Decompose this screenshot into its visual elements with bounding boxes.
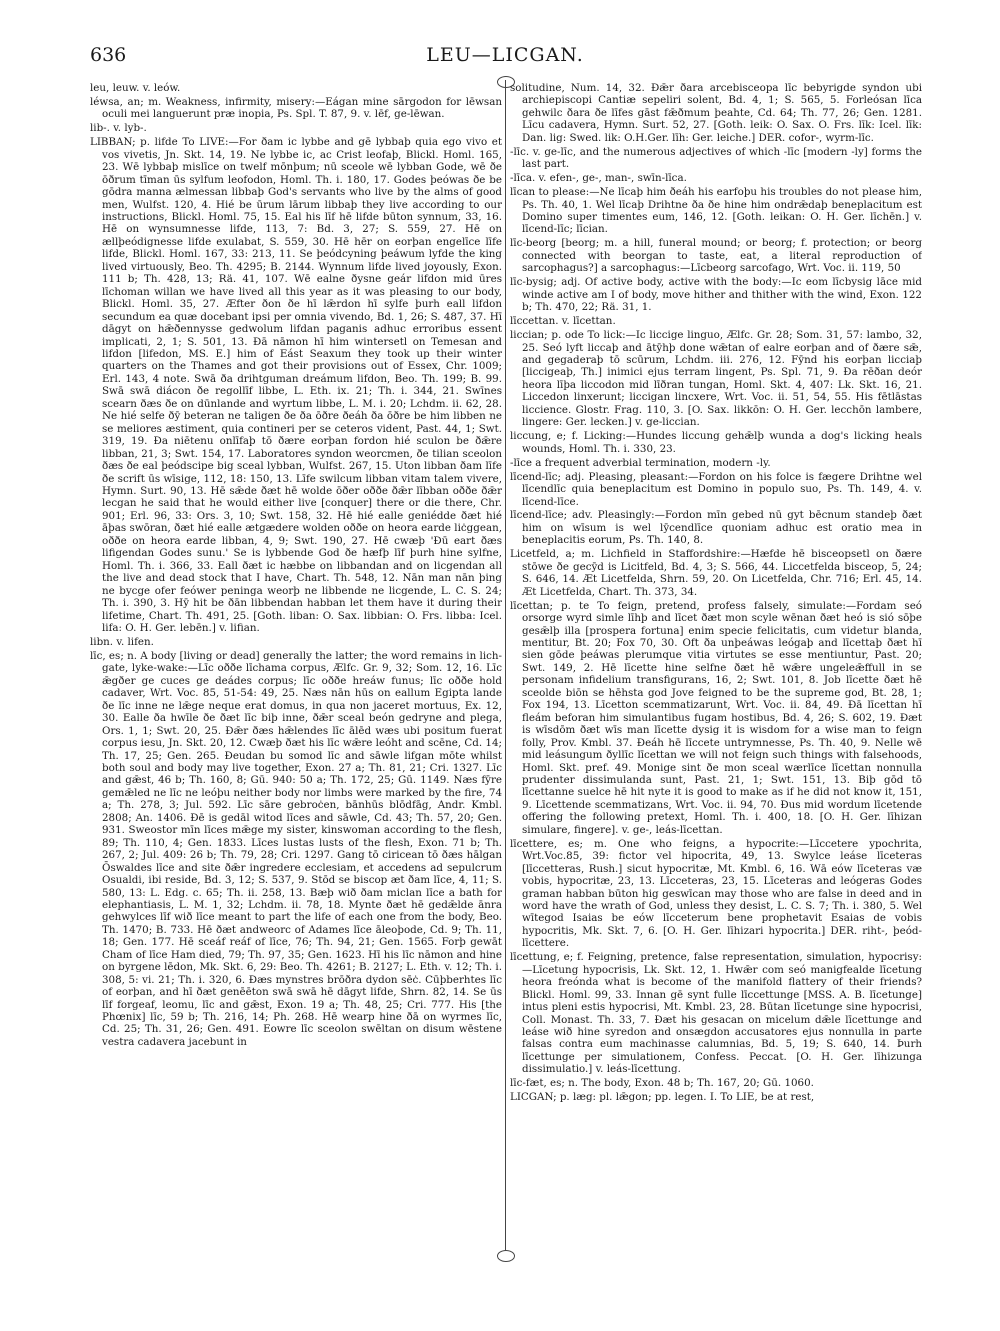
dictionary-entry: līc, es; n. A body [living or dead] generally the latter; the word remains in lich-gate, lyke-wake:—Līc oððe līchama corpus, Ælfc. Gr. 9, 32; Som. 12, 16. Līc ǣgðer ge cuces ge deádes corpus; līc oððe hreáw funus; līc oððe hold cadaver, Wrt. Voc. 85, 51-54: 49, 25. Næs nān hūs on eallum Egipta lande ðe līc inne ne lǣge neque erat domus, in qua non jaceret mortuus, Ex. 12, 30. Ealle ða hwīle ðe ðæt līc biþ inne, ðǣr sceal beón gedryne and plega, Ors. 1, 1; Swt. 20, 25. Ðǣr ðæs hǣlendes līc ālēd wæs ubi positum fuerat corpus iesu, Jn. Skt. 20, 12. Cwæþ ðæt his līc wǣre leóht and scēne, Cd. 14; Th. 17, 25; Gen. 265. Ðeudan bu somod līc and sāwle lifgan mōte whilst both soul and body may live together, Exon. 27 a; Th. 81, 21; Cri. 1327. Līc and gǣst, 46 b; Th. 160, 8; Gū. 940: 50 a; Th. 172, 25; Gū. 1149. Næs fȳre gemǣled ne līc ne leóþu neither body nor limbs were marked by the fire, 74 a; Th. 278, 3; Jul. 592. Līc sāre gebroċen, bānhūs blōdfāg, Andr. Kmbl. 2808; An. 1406. Ðē is gedāl witod līces and sāwle, Cd. 43; Th. 57, 20; Gen. 931. Sweostor mīn līces mǣge my sister, kinswoman according to the flesh, 89; Th. 110, 4; Gen. 1833. Līces lustas lusts of the flesh, Exon. 71 b; Th. 267, 2; Jul. 409: 26 b; Th. 79, 28; Cri. 1297. Gang tō ciricean tō ðæs hālgan Ōswaldes līce and site ðǣr ingredere ecclesiam, et accedens ad sepulcrum Osualdi, ibi reside, Bd. 3, 12; S. 537, 9. Stōd se biscop æt ðam līce, 4, 11; S. 580, 13: L. Edg. c. 65; Th. ii. 258, 13. Bæþ wið ðam miclan līce a bath for elephantiasis, L. M. 1, 32; Lchdm. ii. 78, 18. Mynte ðæt hē gedǣlde ānra gehwylces līf wið līce meant to part the life of each one from the body, Beo. Th. 1470; B. 733. Hē ðæt andweorc of Adames līce āleoþode, Cd. 9; Th. 11, 18; Gen. 177. Hē sceáf reáf of līce, 76; Th. 94, 21; Gen. 1565. Forþ gewāt Cham of līce Ham died, 79; Th. 97, 35; Gen. 1623. Hī his līc nāmon and hine on byrgene lēdon, Mk. Skt. 6, 29: Beo. Th. 4261; B. 2127; L. Eth. v. 12; Th. i. 308, 5: vi. 21; Th. i. 320, 6. Ðæs mynstres brōðra dydon sēċ. Cūþberhtes līc of eorþan, and hī ðæt genēēton swā swā hē dāgyt lifde, Shrn. 82, 14. Se ūs līf forgeaf, leomu, līc and gǣst, Exon. 19 a; Th. 48, 25; Cri. 777. His [the Phœnix] līc, 59 b; Th. 216, 14; Ph. 268. Hē wearp hine ðā on wyrmes līc, Cd. 25; Th. 31, 26; Gen. 491. Eowre līc sceolon swēltan on disum wēstene vestra cadavera jacebunt in (90, 649, 502, 1048)
left-column (90, 82, 502, 1322)
dictionary-entry: -līc. v. ge-līc, and the numerous adjectives of which -līc [modern -ly] forms the last part. (510, 145, 922, 171)
column-divider (505, 80, 506, 1252)
dictionary-entry: līc-bysig; adj. Of active body, active with the body:—Ic eom līcbysig lāce mid winde active am I of body, move hither and thither with the wind, Exon. 122 b; Th. 470, 22; Rä. 31, 1. (510, 276, 922, 314)
dictionary-entry: līcettan; p. te To feign, pretend, profess falsely, simulate:—Fordam seó orsorge wyrd simle līhþ and līcet ðæt mon scyle wēnan ðæt heó is sió sōþe gesǣlþ illa [prospera fortuna] enim specie felicitatis, cum videtur blanda, mentitur, Bt. 20; Fox 70, 30. Oft ða unþeáwas leógaþ and līcettaþ ðæt hī sien gōde þeáwas plerumque vitia virtutes se esse mentiuntur, Past. 20; Swt. 149, 2. Hē līcette hine selfne ðæt hē wǣre ungeleǣffull in se personam infidelium transfigurans, 16, 2; Swt. 101, 8. Job līcette ðæt hē sceolde biōn se hēhsta god Jove feigned to be the supreme god, Bt. 28, 1; Fox 194, 13. Līcetton scemmatizarunt, Wrt. Voc. ii. 84, 49. Ðā līcettan hī fleám beforan him simulantibus fugam hostibus, Bd. 4, 26; S. 602, 19. Ðæt is wīsdōm ðæt wīs man līcette dysig it is wisdom for a wise man to feign folly, Prov. Kmbl. 37. Ðeáh hē līccete untrymnesse, Ps. Th. 40, 9. Nelle wē mid leásungum ðyllīc līcettan we will not feign such things with falsehoods, Homl. Skt. pref. 49. Monige sint ðe mon sceal wærlīce līcettan nonnulla prudenter dissimulanda sunt, Past. 21, 1; Swt. 151, 13. Biþ gōd tō līcettanne suelce hē hit nyte it is good to make as if he did not know it, 151, 9. Līcettende scemmatizans, Wrt. Voc. ii. 94, 70. Ðus mid wordum līcetende offering the following pretext, Homl. Th. i. 400, 18. [O. H. Ger. līhizan simulare, fingere]. v. ge-, leás-līcettan. (510, 599, 922, 836)
dictionary-entry: liccung, e; f. Licking:—Hundes liccung gehǣlþ wunda a dog's licking heals wounds, Homl. Th. i. 330, 23. (510, 430, 922, 455)
dictionary-entry: leu, leuw. v. leów. (90, 82, 181, 94)
dictionary-entry: līcend-līc; adj. Pleasing, pleasant:—Fordon on his folce is fægere Drihtne wel līcendlīc quia beneplacitum est Domino in populo suo, Ps. Th. 149, 4. v. līcend-līce. (510, 470, 922, 508)
running-head: LEU—LICGAN. (426, 44, 584, 66)
dictionary-entry: līc-fæt, es; n. The body, Exon. 48 b; Th. 167, 20; Gū. 1060. (510, 1077, 814, 1090)
right-column (510, 82, 922, 1322)
dictionary-entry: līcettere, es; m. One who feigns, a hypocrite:—Līccetere ypochrita, Wrt.Voc.85, 39: fictor vel hipocrita, 49, 13. Swylce leáse līceteras [līccetteras, Rush.] sicut hypocritæ, Mt. Kmbl. 6, 16. Wā eów līceteras væ vobis, hypocritæ, 23, 13. Līcceteras, 23, 15. Līceteras and leógeras Godes graman habban būton hig geswīcan may those who are false in deed and in word have the wrath of God, unless they desist, L. C. S. 7; Th. i. 380, 5. Wel wītegod Isaias be eów līcceterum bene prophetavit Esaias de vobis hypocritis, Mk. Skt. 7, 6. [O. H. Ger. līhizari hypocrita.] DER. riht-, þeód-līcettere. (510, 837, 922, 950)
dictionary-entry: léwsa, an; m. Weakness, infirmity, misery:—Eágan mine sārgodon for lēwsan oculi mei languerunt præ inopia, Ps. Spl. T. 87, 9. v. lēf, ge-lēwan. (90, 95, 502, 121)
dictionary-entry: līcettung, e; f. Feigning, pretence, false representation, simulation, hypocrisy:—Līcetung hypocrisis, Lk. Skt. 12, 1. Hwǣr com seó manigfealde līcetung heora freónda what is become of the manifold flattery of their friends? Blickl. Homl. 99, 33. Innan gē synt fulle līccettunge [MSS. A. B. līcetunge] intus pleni estis hypocrisi, Mt. Kmbl. 23, 28. Būtan līcetunge sine hypocrisi, Coll. Monast. Th. 33, 7. Ðæt his gesacan on micelum dǣle līcettunge and leáse wið hine syredon and onsægdon accusatores ejus nonnulla in parte falsas contra eum machinasse calumnias, Bd. 5, 19; S. 640, 14. Þurh līcettunge per simulationem, Confess. Peccat. [O. H. Ger. līhizunga dissimulatio.] v. leás-līcettung. (510, 951, 922, 1076)
dictionary-entry: līcan to please:—Ne līcaþ him ðeáh his earfoþu his troubles do not please him, Ps. Th. 40, 1. Wel līcaþ Drihtne ða ðe hine him ondrǣdaþ beneplacitum est Domino super timentes eum, 146, 12. [Goth. leikan: O. H. Ger. līchēn.] v. līcend-līc; līcian. (510, 186, 922, 236)
dictionary-entry: LIBBAN; p. lifde To LIVE:—For ðam ic lybbe and gē lybbaþ quia ego vivo et vos vivetis, Jn. Skt. 14, 19. Ne lybbe ic, ac Crist leofaþ, Blickl. Homl. 165, 23. Wē lybbaþ mislīce on twelf mōnþum; nū sceole wē lybban Gode, wē ðe ōðrum tīman ūs sylfum leofodon, Homl. Th. i. 180, 17. Godes þeówas ðe be gōdra manna ælmessan libbaþ God's servants who live by the alms of good men, Wulfst. 120, 4. Hié be ūrum lārum libbaþ they live according to our instructions, Blickl. Homl. 75, 15. Eal his līf hē lifde būton synnum, 33, 16. Hē on wynsumnesse lifde, 113, 7: Bd. 3, 27; S. 559, 27. Hē on ællþeódignesse lifde exulabat, S. 559, 30. Hē hēr on eorþan engelīce līfe lifde, Blickl. Homl. 167, 33: 213, 11. Se þeódcyning þeáwum lyfde the king lived virtuously, Beo. Th. 4295; B. 2144. Wynnum lifde lived joyously, Exon. 111 b; Th. 428, 13; Rä. 41, 107. Wē ealne ðysne geár lifdon mid ūres līchoman willan we have lived all this year as it was pleasing to our body, Blickl. Homl. 35, 27. Æfter ðon ðe hī lǣrdon hī sylfe þurh eall lifdon secundum ea quæ docebant ipsi per omnia vivendo, Bd. 1, 26; S. 487, 37. Hī dāgyt on hǣðennysse gedwolum lifdan paganis adhuc erroribus essent implicati, 2, 1; S. 501, 13. Ðā nāmon hī him wintersetl on Temesan and lifdon [lifedon, MS. E.] him of Eást Seaxum they took up their winter quarters on the Thames and got their provisions out of Essex, Chr. 1009; Erl. 143, 4 note. Swā ða drihtguman dreámum lifdon, Beo. Th. 199; B. 99. Swā swā diácon ðe regollīf libbe, L. Eth. ix. 21; Th. i. 344, 21. Swīnes scearn ðæs ðe on dūnlande and wyrtum libbe, L. M. i. 20; Lchdm. ii. 62, 28. Ne hié selfe ðȳ beteran ne taligen ðe ða ōðre ðeáh ða ōðre be him libben ne se meliores æstiment, quia contineri per se ceteros vident, Past. 44, 1; Swt. 319, 19. Ða niētenu onlīfaþ tō ðære eorþan fordon hié sculon be ðǣre libban, 21, 3; Swt. 154, 17. Laboratores syndon weorcmen, ðe tilian sceolon ðæs ðe eal þeódscipe big sceal lybban, Wulfst. 267, 15. Uton libban ðam līfe ðe scrift ūs wīsige, 112, 18: 150, 13. Līfe swilcum libban vitam talem vivere, Hymn. Surt. 90, 13. Hē sǣde ðæt hē wolde ōðer oððe ðǣr lībban oððe ðǣr lecgan he said that he would either live [conquer] there or die there, Chr. 901; Erl. 96, 33: Ors. 3, 10; Swt. 158, 32. Hē hié ealle geniédde ðæt hié āþas swōran, ðæt hié ealle ætgædere wolden oððe on heora earde liċggean, oððe on heora earde libban, 4, 9; Swt. 190, 27. Hē cwæþ 'Ðū eart ðæs lifigendan Godes sunu.' Se is lybbende God ðe hæfþ līf þurh hine sylfne, Homl. Th. i. 366, 33. Eall ðæt ic hæbbe on libbandan and on licgendan all the live and dead stock that I have, Chart. Th. 548, 12. Nān man nān þing ne bycge ofer feówer peninga weorþ ne libbende ne licgende, L. C. S. 24; Th. i. 390, 3. Hȳ hit be ðān libbendan habban let them have it during their lifetime, Chart. Th. 491, 25. [Goth. liban: O. Sax. libbian: O. Frs. libba: Icel. lifa: O. H. Ger. lebēn.] v. lifian. (90, 136, 502, 634)
dictionary-entry: libn. v. lifen. (90, 635, 154, 648)
dictionary-entry: lib-. v. lyb-. (90, 122, 147, 135)
dictionary-entry: liccian; p. ode To lick:—Ic liccige linguo, Ælfc. Gr. 28; Som. 31, 57: lambo, 32, 25. Seó lyft liccaþ and ātȳhþ done wǣtan of ealre eorþan and of ðære sǣ, and gegaderaþ tō scūrum, Lchdm. iii. 276, 12. Fȳnd his eorþan licciaþ [liccigeaþ, Th.] inimici ejus terram lingent, Ps. Spl. 71, 9. Ða rēðan deór heora līþa liccodon mid līðran tungan, Homl. Skt. 4, 407: Lk. Skt. 16, 21. Liccedon linxerunt; liccigan lincxere, Wrt. Voc. ii. 51, 54, 55. His fētlāstas liccience. Glostr. Frag. 110, 3. [O. Sax. likkōn: O. H. Ger. lecchōn lambere, lingere: Ger. lecken.] v. ge-liccian. (510, 329, 922, 429)
page-header (90, 44, 920, 74)
dictionary-entry: Licetfeld, a; m. Lichfield in Staffordshire:—Hæfde hē bisceopsetl on ðære stōwe ðe gecȳd is Licitfeld, Bd. 4, 3; S. 566, 44. Liccetfelda bisceop, 5, 24; S. 646, 14. Æt Licetfelda, Shrn. 59, 20. On Licetfelda, Chr. 716; Erl. 45, 14. Æt Licetfelda, Chart. Th. 373, 34. (510, 548, 922, 598)
dictionary-entry: -līca. v. efen-, ge-, man-, swīn-līca. (510, 172, 687, 185)
dictionary-entry: solitudine, Num. 14, 32. Ðǣr ðara arcebisceopa līc bebyrigde syndon ubi archiepiscopi Cantiæ sepeliri solent, Bd. 4, 1; S. 565, 5. Forleósan līca gehwilc ðara ðe līfes gāst fǣðmum þeahte, Cd. 64; Th. 77, 26; Gen. 1281. Līcu cadavera, Hymn. Surt. 52, 27. [Goth. leik: O. Sax. O. Frs. līk: Icel. līk: Dan. lig: Swed. lik: O.H.Ger. līh: Ger. leiche.] DER. cofor-, wyrm-līc. (510, 82, 922, 144)
dictionary-entry: līccettan. v. līcettan. (510, 315, 616, 328)
dictionary-entry: -līce a frequent adverbial termination, modern -ly. (510, 456, 771, 469)
dictionary-entry: līcend-līce; adv. Pleasingly:—Fordon mīn gebed nū gyt bēcnum standeþ ðæt him on wīsum is wel lȳcendlīce quoniam adhuc est oratio mea in beneplacitis eorum, Ps. Th. 140, 8. (510, 509, 922, 547)
dictionary-entry: LICGAN; p. læg: pl. lǣgon; pp. legen. I. To LIE, be at rest, (510, 1091, 815, 1104)
dictionary-entry: līc-beorg [beorg; m. a hill, funeral mound; or beorg; f. protection; or beorg connected with beorgan to taste, eat, a literal reproduction of sarcophagus?] a sarcophagus:—Līcbeorg sarcofago, Wrt. Voc. ii. 119, 50 (510, 237, 922, 275)
page-number: 636 (90, 44, 127, 66)
